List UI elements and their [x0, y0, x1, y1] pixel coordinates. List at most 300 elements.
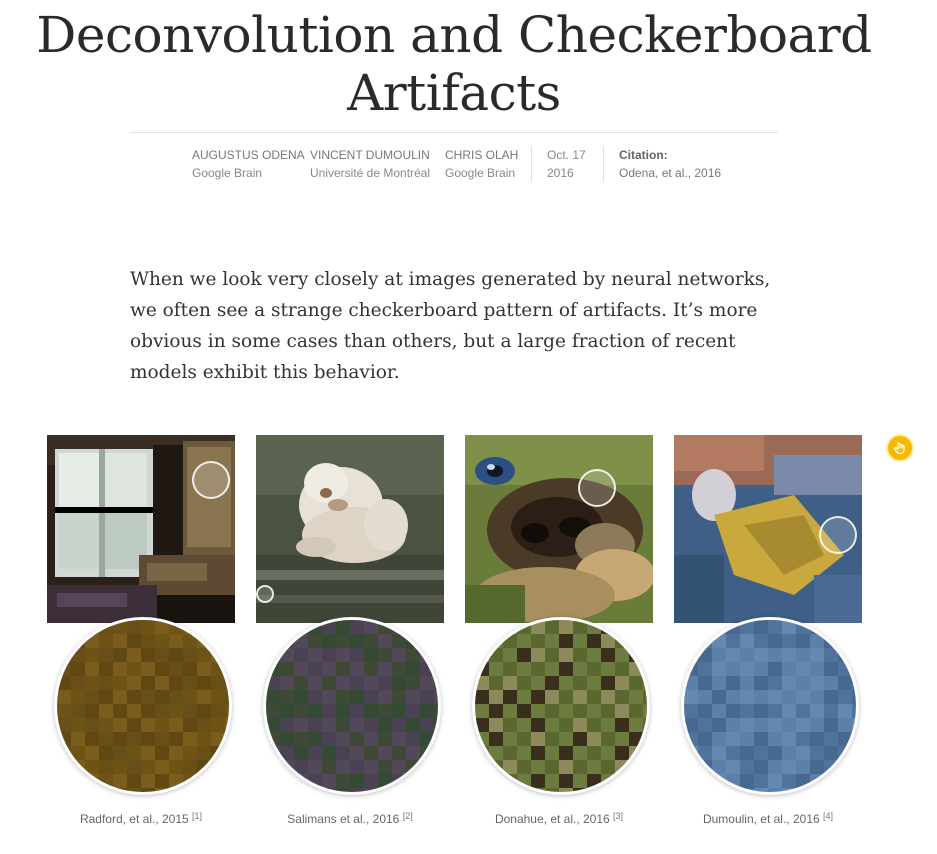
date-year: 2016: [547, 166, 574, 180]
zoom-pixel: [629, 634, 643, 648]
zoom-pixel: [406, 746, 420, 760]
zoom-pixel: [336, 732, 350, 746]
zoom-pixel: [155, 718, 169, 732]
zoom-pixel: [782, 648, 796, 662]
zoom-pixel: [559, 732, 573, 746]
zoom-pixel: [475, 676, 489, 690]
hand-pointer-icon[interactable]: [888, 436, 912, 460]
zoom-pixel: [99, 648, 113, 662]
citation-value[interactable]: Odena, et al., 2016: [619, 166, 722, 180]
zoom-pixel: [712, 634, 726, 648]
zoom-pixel: [183, 774, 197, 788]
zoom-pixel: [155, 732, 169, 746]
zoom-pixel: [420, 746, 434, 760]
zoom-pixel: [782, 676, 796, 690]
sample-image-salimans[interactable]: [256, 435, 444, 623]
zoom-pixel: [601, 676, 615, 690]
zoom-pixel: [810, 704, 824, 718]
zoom-pixel: [225, 774, 229, 788]
zoom-pixel: [684, 704, 698, 718]
zoom-pixel: [364, 746, 378, 760]
zoom-pixel: [629, 788, 643, 792]
zoom-pixel: [336, 774, 350, 788]
zoom-pixel: [489, 788, 503, 792]
zoom-pixel: [559, 648, 573, 662]
zoom-pixel: [615, 690, 629, 704]
zoom-pixel: [615, 648, 629, 662]
zoom-pixel: [155, 676, 169, 690]
zoom-pixel: [782, 746, 796, 760]
zoom-pixel: [475, 746, 489, 760]
zoom-pixel: [141, 662, 155, 676]
zoom-pixel: [726, 704, 740, 718]
zoom-pixel: [531, 788, 545, 792]
author-name[interactable]: CHRIS OLAH: [445, 148, 519, 162]
zoom-pixel: [392, 634, 406, 648]
zoom-pixel: [85, 690, 99, 704]
zoom-pixel: [810, 760, 824, 774]
zoom-pixel: [183, 732, 197, 746]
zoom-pixel: [489, 732, 503, 746]
author-name[interactable]: AUGUSTUS ODENA: [192, 148, 305, 162]
zoom-pixel: [796, 746, 810, 760]
zoom-lens[interactable]: [578, 469, 616, 507]
zoom-pixel: [169, 690, 183, 704]
zoom-pixel: [531, 662, 545, 676]
zoom-pixel: [559, 704, 573, 718]
zoom-pixel: [155, 704, 169, 718]
zoom-pixel: [294, 774, 308, 788]
zoom-pixel: [559, 718, 573, 732]
zoom-pixel: [113, 634, 127, 648]
article-title: [0, 6, 908, 122]
zoom-pixel: [225, 690, 229, 704]
zoom-pixel: [559, 634, 573, 648]
zoom-pixel: [183, 746, 197, 760]
zoom-pixel: [197, 704, 211, 718]
zoom-pixel: [71, 774, 85, 788]
zoom-pixel: [350, 774, 364, 788]
zoom-pixel: [420, 732, 434, 746]
zoom-pixel: [127, 704, 141, 718]
caption-text: Donahue, et al., 2016: [494, 812, 610, 826]
zoom-pixel: [225, 760, 229, 774]
zoom-pixel: [559, 774, 573, 788]
reference-link[interactable]: [1]: [192, 811, 203, 821]
zoom-pixel: [336, 634, 350, 648]
zoom-pixel: [197, 774, 211, 788]
zoom-pixel: [838, 760, 852, 774]
zoom-pixel: [712, 718, 726, 732]
zoom-pixel: [796, 690, 810, 704]
zoom-pixel: [155, 662, 169, 676]
author-olah: [445, 146, 518, 182]
zoom-pixel: [559, 620, 573, 634]
zoom-pixel: [127, 718, 141, 732]
zoom-pixel: [852, 760, 856, 774]
zoom-pixel: [350, 732, 364, 746]
zoom-pixel: [768, 774, 782, 788]
reference-link[interactable]: [2]: [402, 811, 413, 821]
zoom-pixel: [838, 634, 852, 648]
zoom-pixel: [280, 676, 294, 690]
zoom-pixel: [322, 718, 336, 732]
zoom-pixel: [573, 718, 587, 732]
zoom-pixel: [545, 648, 559, 662]
zoom-pixel: [615, 662, 629, 676]
zoom-pixel: [587, 704, 601, 718]
zoom-pixel: [197, 634, 211, 648]
zoom-pixel: [392, 690, 406, 704]
zoom-pixel: [155, 774, 169, 788]
zoom-pixel: [211, 788, 225, 792]
zoom-pixel: [810, 774, 824, 788]
zoom-pixel: [503, 760, 517, 774]
zoom-pixel: [127, 746, 141, 760]
zoom-pixel: [810, 676, 824, 690]
zoom-pixel: [768, 718, 782, 732]
zoom-pixel: [322, 676, 336, 690]
zoom-pixel: [350, 662, 364, 676]
zoom-pixel: [489, 704, 503, 718]
zoom-pixel: [629, 690, 643, 704]
zoom-pixel: [113, 760, 127, 774]
zoom-pixel: [489, 634, 503, 648]
zoom-pixel: [364, 732, 378, 746]
zoom-pixel: [712, 760, 726, 774]
zoom-pixel: [573, 690, 587, 704]
zoom-pixel: [99, 788, 113, 792]
zoom-pixel: [712, 676, 726, 690]
zoom-pixel: [768, 676, 782, 690]
zoom-pixel: [211, 662, 225, 676]
zoom-pixel: [545, 690, 559, 704]
zoom-pixel: [754, 732, 768, 746]
zoom-pixel: [475, 648, 489, 662]
title-divider: [130, 132, 778, 133]
zoom-pixel: [308, 704, 322, 718]
zoom-pixel: [113, 690, 127, 704]
zoom-pixel: [684, 634, 698, 648]
zoom-pixel: [169, 788, 183, 792]
zoom-pixel: [698, 676, 712, 690]
zoom-pixel: [85, 634, 99, 648]
zoom-pixel: [113, 648, 127, 662]
zoom-pixel: [197, 732, 211, 746]
zoom-pixel: [322, 704, 336, 718]
zoom-pixel: [824, 732, 838, 746]
zoom-pixel: [141, 676, 155, 690]
zoom-pixel: [503, 676, 517, 690]
zoom-pixel: [629, 774, 643, 788]
zoom-pixel: [684, 746, 698, 760]
zoom-pixel: [726, 718, 740, 732]
zoom-pixel: [782, 662, 796, 676]
zoom-pixel: [392, 676, 406, 690]
zoom-pixel: [587, 634, 601, 648]
zoom-pixel: [294, 634, 308, 648]
zoom-pixel: [643, 676, 647, 690]
zoom-pixel: [726, 774, 740, 788]
zoom-pixel: [420, 718, 434, 732]
zoom-pixel: [768, 690, 782, 704]
zoom-pixel: [71, 704, 85, 718]
zoom-pixel: [322, 732, 336, 746]
zoom-pixel: [712, 648, 726, 662]
zoom-pixel: [587, 690, 601, 704]
zoom-pixel: [350, 760, 364, 774]
zoom-pixel: [503, 662, 517, 676]
zoom-pixel: [99, 746, 113, 760]
zoom-pixel: [434, 690, 438, 704]
zoom-pixel: [99, 634, 113, 648]
zoom-pixel: [740, 774, 754, 788]
zoom-pixel: [197, 788, 211, 792]
zoom-pixel: [726, 732, 740, 746]
zoom-pixel: [824, 788, 838, 792]
zoom-pixel: [643, 718, 647, 732]
author-affiliation[interactable]: Université de Montréal: [310, 166, 431, 180]
zoom-pixel: [503, 648, 517, 662]
zoom-pixel: [517, 746, 531, 760]
zoom-pixel: [308, 746, 322, 760]
zoom-pixel: [754, 746, 768, 760]
zoom-pixel: [406, 690, 420, 704]
zoom-pixel: [573, 704, 587, 718]
zoom-pixel: [740, 662, 754, 676]
zoom-pixel: [183, 676, 197, 690]
zoom-pixel: [197, 746, 211, 760]
zoom-pixel: [726, 634, 740, 648]
sample-image-radford[interactable]: [47, 435, 235, 623]
author-name[interactable]: VINCENT DUMOULIN: [310, 148, 430, 162]
zoom-pixel: [169, 760, 183, 774]
zoom-view-salimans: [266, 620, 438, 792]
zoom-pixel: [838, 690, 852, 704]
sample-image-dumoulin[interactable]: [674, 435, 862, 623]
zoom-pixel: [726, 676, 740, 690]
zoom-pixel: [601, 746, 615, 760]
zoom-pixel: [85, 746, 99, 760]
zoom-pixel: [684, 760, 698, 774]
zoom-pixel: [169, 718, 183, 732]
reference-link[interactable]: [3]: [613, 811, 624, 821]
zoom-pixel: [127, 662, 141, 676]
zoom-pixel: [838, 648, 852, 662]
intro-paragraph: When we look very closely at images generated by neural networks, we often see a strange checkerboard pattern of artifacts. It’s more obvious in some cases than others, but a large fraction of recent models exhibit this behavior.: [130, 269, 771, 383]
zoom-pixel: [698, 746, 712, 760]
zoom-pixel: [378, 634, 392, 648]
zoom-pixel: [503, 690, 517, 704]
zoom-pixel: [740, 690, 754, 704]
zoom-pixel: [587, 788, 601, 792]
reference-link[interactable]: [4]: [823, 811, 834, 821]
caption-text: Dumoulin, et al., 2016: [702, 812, 820, 826]
zoom-pixel: [615, 788, 629, 792]
zoom-pixel: [308, 774, 322, 788]
zoom-pixel: [183, 634, 197, 648]
zoom-pixel: [85, 718, 99, 732]
zoom-pixel: [726, 746, 740, 760]
zoom-pixel: [601, 690, 615, 704]
zoom-pixel: [99, 760, 113, 774]
zoom-pixel: [712, 690, 726, 704]
zoom-pixel: [838, 774, 852, 788]
zoom-pixel: [545, 746, 559, 760]
zoom-pixel: [768, 634, 782, 648]
zoom-pixel: [225, 704, 229, 718]
zoom-pixel: [475, 662, 489, 676]
zoom-pixel: [531, 676, 545, 690]
zoom-pixel: [420, 676, 434, 690]
zoom-pixel: [810, 648, 824, 662]
zoom-pixel: [308, 732, 322, 746]
zoom-pixel: [155, 648, 169, 662]
zoom-pixel: [643, 648, 647, 662]
zoom-pixel: [810, 662, 824, 676]
zoom-pixel: [531, 718, 545, 732]
zoom-pixel: [615, 634, 629, 648]
zoom-pixel: [629, 746, 643, 760]
zoom-pixel: [392, 760, 406, 774]
sample-image-donahue[interactable]: [465, 435, 653, 623]
zoom-pixel: [392, 718, 406, 732]
zoom-pixel: [810, 788, 824, 792]
zoom-pixel: [392, 662, 406, 676]
zoom-pixel: [782, 732, 796, 746]
zoom-pixel: [113, 662, 127, 676]
zoom-pixel: [183, 718, 197, 732]
zoom-pixel: [155, 746, 169, 760]
zoom-pixel: [225, 788, 229, 792]
zoom-lens[interactable]: [256, 585, 274, 603]
zoom-pixel: [587, 676, 601, 690]
zoom-pixel: [768, 732, 782, 746]
zoom-pixel: [517, 774, 531, 788]
zoom-pixel: [601, 732, 615, 746]
citation[interactable]: [619, 146, 721, 182]
zoom-pixel: [364, 634, 378, 648]
zoom-pixel: [197, 662, 211, 676]
zoom-pixel: [99, 774, 113, 788]
zoom-pixel: [57, 634, 71, 648]
zoom-pixel: [308, 634, 322, 648]
zoom-pixel: [740, 676, 754, 690]
zoom-pixel: [266, 718, 280, 732]
zoom-pixel: [225, 718, 229, 732]
zoom-pixel: [475, 788, 489, 792]
zoom-pixel: [768, 662, 782, 676]
zoom-pixel: [601, 718, 615, 732]
zoom-pixel: [587, 718, 601, 732]
zoom-pixel: [852, 774, 856, 788]
zoom-pixel: [308, 648, 322, 662]
zoom-pixel: [684, 774, 698, 788]
zoom-pixel: [712, 774, 726, 788]
zoom-pixel: [601, 634, 615, 648]
zoom-pixel: [406, 788, 420, 792]
author-affiliation[interactable]: Google Brain: [445, 166, 516, 180]
zoom-pixel: [475, 634, 489, 648]
author-odena: [192, 146, 305, 182]
zoom-pixel: [740, 746, 754, 760]
zoom-pixel: [796, 704, 810, 718]
zoom-pixel: [71, 760, 85, 774]
zoom-pixel: [782, 718, 796, 732]
zoom-pixel: [266, 690, 280, 704]
zoom-pixel: [378, 704, 392, 718]
zoom-pixel: [740, 648, 754, 662]
zoom-pixel: [57, 690, 71, 704]
zoom-pixel: [573, 746, 587, 760]
zoom-lens[interactable]: [192, 461, 230, 499]
zoom-pixel: [169, 634, 183, 648]
zoom-pixel: [392, 732, 406, 746]
zoom-pixel: [573, 774, 587, 788]
zoom-pixel: [615, 676, 629, 690]
zoom-pixel: [71, 676, 85, 690]
zoom-pixel: [852, 690, 856, 704]
zoom-pixel: [336, 662, 350, 676]
zoom-pixel: [796, 788, 810, 792]
zoom-view-donahue: [475, 620, 647, 792]
zoom-pixel: [810, 634, 824, 648]
zoom-pixel: [754, 704, 768, 718]
zoom-pixel: [475, 690, 489, 704]
zoom-pixel: [364, 676, 378, 690]
zoom-pixel: [643, 634, 647, 648]
zoom-pixel: [517, 662, 531, 676]
zoom-pixel: [183, 648, 197, 662]
zoom-pixel: [726, 662, 740, 676]
zoom-pixel: [754, 788, 768, 792]
zoom-view-radford: [57, 620, 229, 792]
zoom-pixel: [420, 760, 434, 774]
zoom-pixel: [531, 746, 545, 760]
zoom-pixel: [824, 662, 838, 676]
author-affiliation[interactable]: Google Brain: [192, 166, 263, 180]
zoom-pixel: [838, 746, 852, 760]
zoom-pixel: [559, 690, 573, 704]
zoom-pixel: [378, 718, 392, 732]
zoom-pixel: [824, 760, 838, 774]
zoom-pixel: [85, 774, 99, 788]
zoom-pixel: [503, 746, 517, 760]
zoom-pixel: [99, 690, 113, 704]
zoom-pixel: [113, 788, 127, 792]
zoom-pixel: [434, 704, 438, 718]
zoom-pixel: [434, 760, 438, 774]
figure-caption-dumoulin: [674, 811, 862, 826]
zoom-pixel: [266, 676, 280, 690]
zoom-pixel: [127, 648, 141, 662]
zoom-pixel: [796, 648, 810, 662]
zoom-pixel: [322, 774, 336, 788]
zoom-pixel: [517, 634, 531, 648]
zoom-pixel: [573, 662, 587, 676]
zoom-pixel: [545, 760, 559, 774]
zoom-pixel: [698, 648, 712, 662]
zoom-pixel: [183, 760, 197, 774]
zoom-pixel: [197, 676, 211, 690]
zoom-pixel: [364, 690, 378, 704]
zoom-pixel: [322, 746, 336, 760]
zoom-pixel: [489, 690, 503, 704]
zoom-pixel: [643, 704, 647, 718]
zoom-pixel: [684, 690, 698, 704]
zoom-lens[interactable]: [819, 516, 857, 554]
zoom-pixel: [378, 788, 392, 792]
